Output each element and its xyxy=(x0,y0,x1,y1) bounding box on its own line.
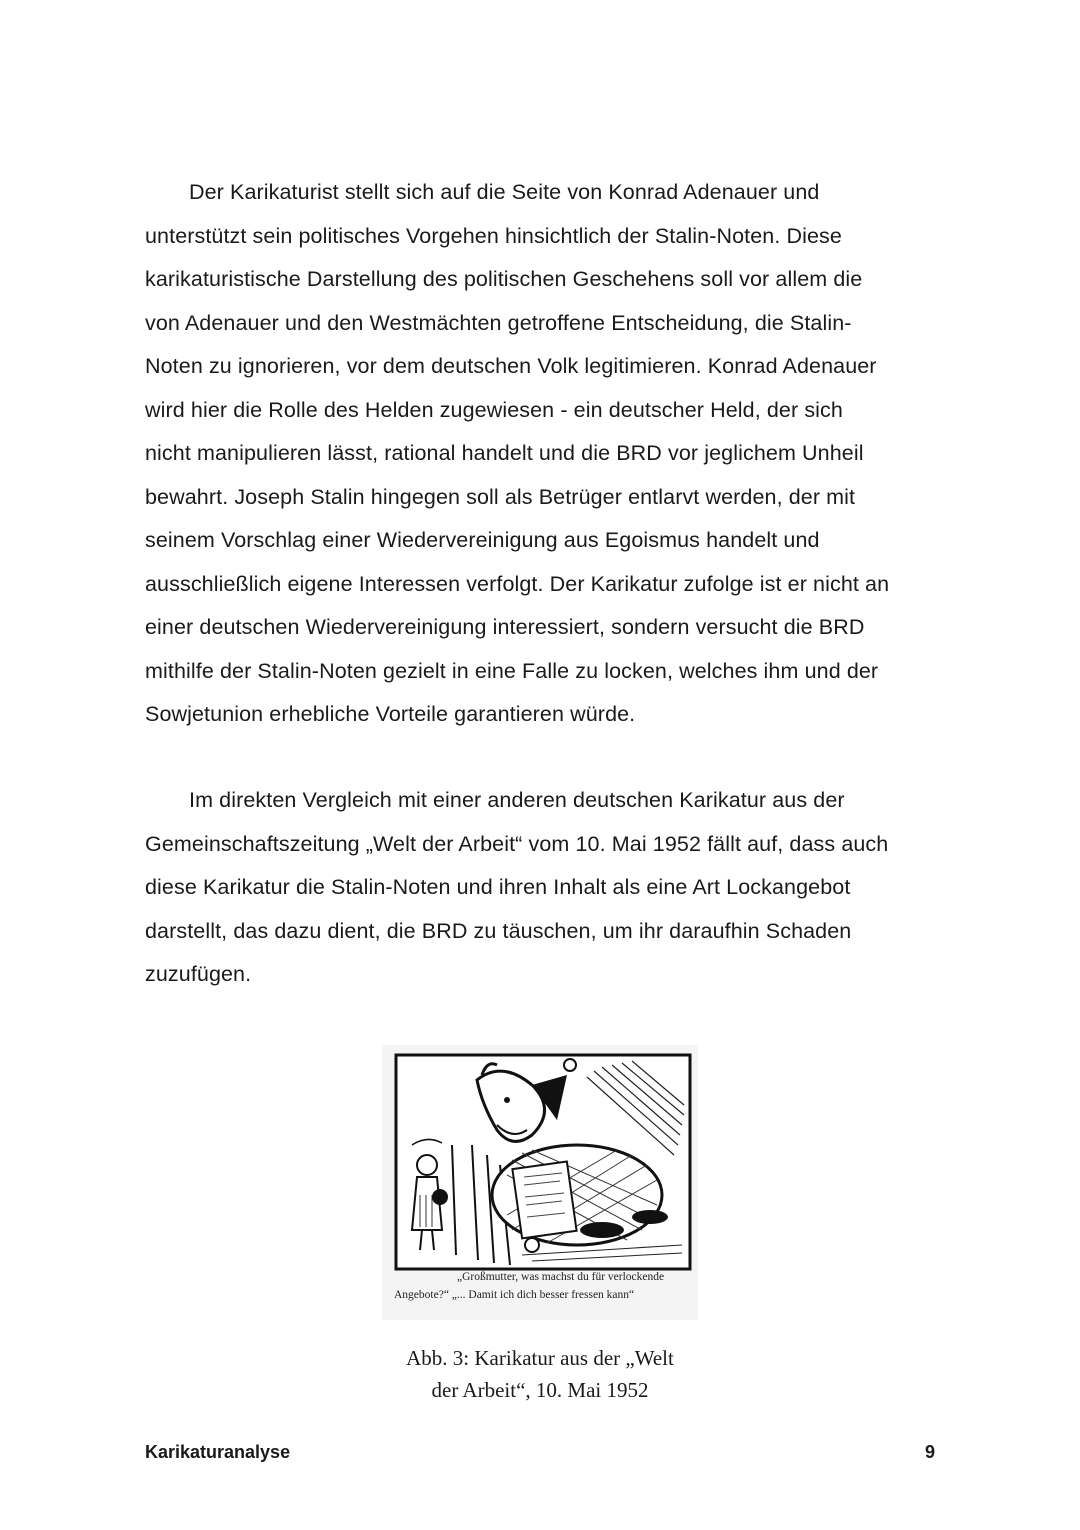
text-line: Gemeinschaftszeitung „Welt der Arbeit“ vom 10. Mai 1952 fällt auf, dass auch xyxy=(145,831,889,856)
text-line: zuzufügen. xyxy=(145,962,252,986)
text-line: ausschließlich eigene Interessen verfolgt. Der Karikatur zufolge ist er nicht an xyxy=(145,571,890,596)
text-line: bewahrt. Joseph Stalin hingegen soll als Betrüger entlarvt werden, der mit xyxy=(145,484,856,509)
text-line: diese Karikatur die Stalin-Noten und ihren Inhalt als eine Art Lockangebot xyxy=(145,875,851,899)
text-line: Im direkten Vergleich mit einer anderen deutschen Karikatur aus der xyxy=(189,788,845,812)
text-line: Der Karikaturist stellt sich auf die Seite von Konrad Adenauer und xyxy=(189,180,820,204)
text-line: wird hier die Rolle des Helden zugewiesen - ein deutscher Held, der sich xyxy=(145,397,843,422)
text-line: unterstützt sein politisches Vorgehen hinsichtlich der Stalin-Noten. Diese xyxy=(145,223,842,248)
body-paragraph-2 xyxy=(145,779,945,997)
page-number: 9 xyxy=(924,1442,935,1462)
text-line: einer deutschen Wiedervereinigung interessiert, sondern versucht die BRD xyxy=(145,615,865,639)
figure-caption xyxy=(355,1342,725,1406)
figure-caption-line-2: der Arbeit“, 10. Mai 1952 xyxy=(431,1378,649,1402)
figure-caption-line-1: Abb. 3: Karikatur aus der „Welt xyxy=(406,1346,674,1370)
body-paragraph-1 xyxy=(145,171,945,737)
text-line: Noten zu ignorieren, vor dem deutschen Volk legitimieren. Konrad Adenauer xyxy=(145,354,877,378)
text-line: von Adenauer und den Westmächten getroffene Entscheidung, die Stalin- xyxy=(145,310,852,335)
text-line: mithilfe der Stalin-Noten gezielt in eine Falle zu locken, welches ihm und der xyxy=(145,658,879,683)
text-line: karikaturistische Darstellung des politischen Geschehens soll vor allem die xyxy=(145,267,863,291)
text-line: Sowjetunion erhebliche Vorteile garantieren würde. xyxy=(145,702,636,726)
cartoon-inner-caption-line-1: „Großmutter, was machst du für verlockende xyxy=(457,1271,665,1283)
text-line: darstellt, das dazu dient, die BRD zu täuschen, um ihr daraufhin Schaden xyxy=(145,918,852,943)
text-line: nicht manipulieren lässt, rational handelt und die BRD vor jeglichem Unheil xyxy=(145,441,864,465)
cartoon-illustration xyxy=(382,1045,698,1275)
text-line: seinem Vorschlag einer Wiedervereinigung aus Egoismus handelt und xyxy=(145,528,820,552)
cartoon-figure xyxy=(382,1045,698,1320)
cartoon-inner-caption-line-2: Angebote?“ „... Damit ich dich besser fressen kann“ xyxy=(394,1289,635,1301)
footer-title: Karikaturanalyse xyxy=(145,1442,291,1462)
